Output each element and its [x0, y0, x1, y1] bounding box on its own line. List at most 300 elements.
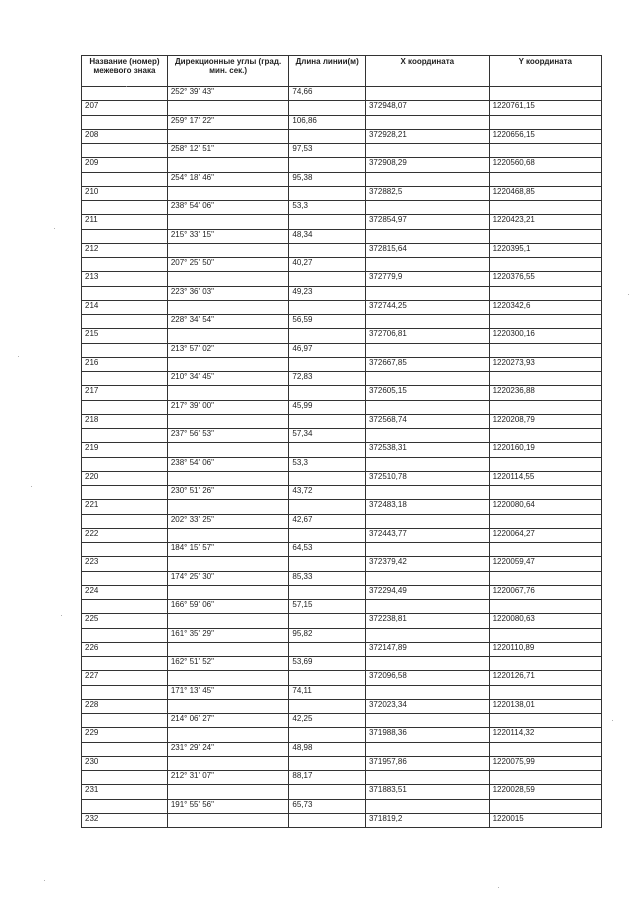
direction-angle-cell: [167, 414, 289, 428]
marker-name-cell: 207: [82, 101, 168, 115]
y-coordinate-cell: 1220080,63: [489, 614, 601, 628]
x-coordinate-cell: 372779,9: [365, 272, 489, 286]
direction-angle-cell: [167, 243, 289, 257]
direction-angle-cell: 212° 31' 07": [167, 771, 289, 785]
x-coordinate-cell: [365, 400, 489, 414]
line-length-cell: [289, 699, 366, 713]
direction-angle-cell: 213° 57' 02": [167, 343, 289, 357]
table-row: [82, 101, 602, 115]
y-coordinate-cell: [489, 771, 601, 785]
line-length-cell: [289, 756, 366, 770]
marker-name-cell: [82, 258, 168, 272]
direction-angle-cell: [167, 614, 289, 628]
y-coordinate-cell: 1220423,21: [489, 215, 601, 229]
marker-name-cell: [82, 343, 168, 357]
table-row: [82, 144, 602, 158]
y-coordinate-cell: [489, 144, 601, 158]
y-coordinate-cell: 1220028,59: [489, 785, 601, 799]
x-coordinate-cell: [365, 457, 489, 471]
x-coordinate-cell: [365, 343, 489, 357]
line-length-cell: 43,72: [289, 486, 366, 500]
line-length-cell: 106,86: [289, 115, 366, 129]
x-coordinate-cell: [365, 115, 489, 129]
y-coordinate-cell: 1220656,15: [489, 129, 601, 143]
y-coordinate-cell: [489, 742, 601, 756]
line-length-cell: 74,11: [289, 685, 366, 699]
scan-speck: [126, 86, 127, 87]
marker-name-cell: [82, 486, 168, 500]
table-row: [82, 714, 602, 728]
y-coordinate-cell: [489, 457, 601, 471]
header-y-coordinate: Y координата: [489, 56, 601, 87]
x-coordinate-cell: [365, 144, 489, 158]
x-coordinate-cell: 371819,2: [365, 813, 489, 827]
marker-name-cell: [82, 229, 168, 243]
marker-name-cell: [82, 799, 168, 813]
scan-speck: [612, 720, 613, 721]
x-coordinate-cell: [365, 429, 489, 443]
table-row: [82, 429, 602, 443]
direction-angle-cell: 238° 54' 06": [167, 201, 289, 215]
y-coordinate-cell: 1220342,6: [489, 300, 601, 314]
y-coordinate-cell: 1220114,32: [489, 728, 601, 742]
line-length-cell: 53,69: [289, 657, 366, 671]
direction-angle-cell: 162° 51' 52": [167, 657, 289, 671]
scan-speck: [18, 356, 19, 357]
marker-name-cell: [82, 657, 168, 671]
scan-speck: [498, 887, 499, 888]
x-coordinate-cell: 372379,42: [365, 557, 489, 571]
x-coordinate-cell: [365, 657, 489, 671]
y-coordinate-cell: 1220376,55: [489, 272, 601, 286]
line-length-cell: [289, 386, 366, 400]
table-row: [82, 372, 602, 386]
direction-angle-cell: [167, 756, 289, 770]
table-row: [82, 728, 602, 742]
line-length-cell: 42,25: [289, 714, 366, 728]
table-row: [82, 528, 602, 542]
direction-angle-cell: [167, 585, 289, 599]
line-length-cell: [289, 471, 366, 485]
x-coordinate-cell: 372538,31: [365, 443, 489, 457]
table-row: [82, 628, 602, 642]
x-coordinate-cell: [365, 799, 489, 813]
table-row: [82, 514, 602, 528]
direction-angle-cell: 210° 34' 45": [167, 372, 289, 386]
x-coordinate-cell: 372908,29: [365, 158, 489, 172]
line-length-cell: 85,33: [289, 571, 366, 585]
marker-name-cell: [82, 742, 168, 756]
line-length-cell: [289, 443, 366, 457]
line-length-cell: [289, 357, 366, 371]
x-coordinate-cell: 372023,34: [365, 699, 489, 713]
line-length-cell: 97,53: [289, 144, 366, 158]
table-row: [82, 685, 602, 699]
direction-angle-cell: 223° 36' 03": [167, 286, 289, 300]
table-row: [82, 557, 602, 571]
line-length-cell: [289, 300, 366, 314]
marker-name-cell: 213: [82, 272, 168, 286]
marker-name-cell: [82, 543, 168, 557]
x-coordinate-cell: 372948,07: [365, 101, 489, 115]
table-row: [82, 172, 602, 186]
line-length-cell: [289, 671, 366, 685]
marker-name-cell: 215: [82, 329, 168, 343]
x-coordinate-cell: 372928,21: [365, 129, 489, 143]
marker-name-cell: 214: [82, 300, 168, 314]
table-row: [82, 400, 602, 414]
y-coordinate-cell: [489, 172, 601, 186]
table-row: [82, 201, 602, 215]
scan-speck: [54, 228, 55, 229]
x-coordinate-cell: [365, 571, 489, 585]
direction-angle-cell: [167, 215, 289, 229]
direction-angle-cell: 259° 17' 22": [167, 115, 289, 129]
y-coordinate-cell: [489, 657, 601, 671]
x-coordinate-cell: 372096,58: [365, 671, 489, 685]
table-row: [82, 229, 602, 243]
line-length-cell: [289, 813, 366, 827]
marker-name-cell: [82, 457, 168, 471]
direction-angle-cell: 254° 18' 46": [167, 172, 289, 186]
table-row: [82, 785, 602, 799]
marker-name-cell: 216: [82, 357, 168, 371]
x-coordinate-cell: [365, 315, 489, 329]
direction-angle-cell: 171° 13' 45": [167, 685, 289, 699]
y-coordinate-cell: [489, 201, 601, 215]
marker-name-cell: 228: [82, 699, 168, 713]
marker-name-cell: [82, 115, 168, 129]
direction-angle-cell: 161° 35' 29": [167, 628, 289, 642]
line-length-cell: 95,38: [289, 172, 366, 186]
direction-angle-cell: [167, 386, 289, 400]
line-length-cell: [289, 642, 366, 656]
table-row: [82, 329, 602, 343]
x-coordinate-cell: [365, 514, 489, 528]
y-coordinate-cell: 1220075,99: [489, 756, 601, 770]
line-length-cell: [289, 614, 366, 628]
line-length-cell: 64,53: [289, 543, 366, 557]
line-length-cell: [289, 585, 366, 599]
direction-angle-cell: [167, 671, 289, 685]
header-direction-angles: Дирекционные углы (град. мин. сек.): [167, 56, 289, 87]
x-coordinate-cell: [365, 201, 489, 215]
table-row: [82, 600, 602, 614]
x-coordinate-cell: 372706,81: [365, 329, 489, 343]
x-coordinate-cell: 372238,81: [365, 614, 489, 628]
x-coordinate-cell: 371957,86: [365, 756, 489, 770]
direction-angle-cell: [167, 186, 289, 200]
line-length-cell: [289, 101, 366, 115]
direction-angle-cell: [167, 557, 289, 571]
x-coordinate-cell: 372815,64: [365, 243, 489, 257]
direction-angle-cell: [167, 642, 289, 656]
marker-name-cell: 229: [82, 728, 168, 742]
table-row: [82, 742, 602, 756]
direction-angle-cell: [167, 329, 289, 343]
marker-name-cell: 224: [82, 585, 168, 599]
y-coordinate-cell: [489, 315, 601, 329]
line-length-cell: [289, 557, 366, 571]
direction-angle-cell: [167, 357, 289, 371]
direction-angle-cell: 258° 12' 51": [167, 144, 289, 158]
line-length-cell: [289, 500, 366, 514]
line-length-cell: 56,59: [289, 315, 366, 329]
scan-speck: [628, 294, 629, 295]
direction-angle-cell: [167, 528, 289, 542]
direction-angle-cell: [167, 300, 289, 314]
marker-name-cell: [82, 315, 168, 329]
line-length-cell: 40,27: [289, 258, 366, 272]
x-coordinate-cell: [365, 286, 489, 300]
table-row: [82, 258, 602, 272]
line-length-cell: 42,67: [289, 514, 366, 528]
x-coordinate-cell: 372744,25: [365, 300, 489, 314]
line-length-cell: [289, 329, 366, 343]
x-coordinate-cell: [365, 742, 489, 756]
marker-name-cell: 226: [82, 642, 168, 656]
direction-angle-cell: 215° 33' 15": [167, 229, 289, 243]
y-coordinate-cell: 1220273,93: [489, 357, 601, 371]
line-length-cell: [289, 272, 366, 286]
marker-name-cell: [82, 172, 168, 186]
line-length-cell: 46,97: [289, 343, 366, 357]
table-row: [82, 272, 602, 286]
marker-name-cell: 217: [82, 386, 168, 400]
table-row: [82, 486, 602, 500]
marker-name-cell: 227: [82, 671, 168, 685]
line-length-cell: 65,73: [289, 799, 366, 813]
table-row: [82, 813, 602, 827]
x-coordinate-cell: [365, 258, 489, 272]
line-length-cell: 49,23: [289, 286, 366, 300]
table-row: [82, 471, 602, 485]
line-length-cell: 95,82: [289, 628, 366, 642]
table-row: [82, 799, 602, 813]
table-row: [82, 443, 602, 457]
marker-name-cell: 209: [82, 158, 168, 172]
marker-name-cell: [82, 714, 168, 728]
y-coordinate-cell: 1220208,79: [489, 414, 601, 428]
direction-angle-cell: [167, 500, 289, 514]
x-coordinate-cell: 371883,51: [365, 785, 489, 799]
y-coordinate-cell: [489, 543, 601, 557]
line-length-cell: 57,34: [289, 429, 366, 443]
table-row: [82, 543, 602, 557]
y-coordinate-cell: 1220067,76: [489, 585, 601, 599]
marker-name-cell: 211: [82, 215, 168, 229]
y-coordinate-cell: [489, 514, 601, 528]
x-coordinate-cell: [365, 685, 489, 699]
line-length-cell: [289, 243, 366, 257]
marker-name-cell: 223: [82, 557, 168, 571]
y-coordinate-cell: [489, 685, 601, 699]
direction-angle-cell: 231° 29' 24": [167, 742, 289, 756]
direction-angle-cell: 238° 54' 06": [167, 457, 289, 471]
marker-name-cell: [82, 400, 168, 414]
direction-angle-cell: [167, 443, 289, 457]
table-row: [82, 243, 602, 257]
marker-name-cell: 218: [82, 414, 168, 428]
x-coordinate-cell: 372147,89: [365, 642, 489, 656]
table-row: [82, 642, 602, 656]
marker-name-cell: 231: [82, 785, 168, 799]
header-line-length: Длина линии(м): [289, 56, 366, 87]
header-marker-name: Название (номер) межевого знака: [82, 56, 168, 87]
line-length-cell: [289, 414, 366, 428]
direction-angle-cell: 202° 33' 25": [167, 514, 289, 528]
table-row: [82, 699, 602, 713]
line-length-cell: 57,15: [289, 600, 366, 614]
direction-angle-cell: [167, 101, 289, 115]
x-coordinate-cell: 372854,97: [365, 215, 489, 229]
table-row: [82, 343, 602, 357]
scan-speck: [31, 486, 32, 487]
y-coordinate-cell: 1220064,27: [489, 528, 601, 542]
x-coordinate-cell: [365, 600, 489, 614]
direction-angle-cell: [167, 129, 289, 143]
marker-name-cell: [82, 628, 168, 642]
y-coordinate-cell: 1220015: [489, 813, 601, 827]
x-coordinate-cell: 372294,49: [365, 585, 489, 599]
table-row: [82, 186, 602, 200]
marker-name-cell: [82, 600, 168, 614]
table-row: [82, 414, 602, 428]
direction-angle-cell: [167, 785, 289, 799]
marker-name-cell: [82, 201, 168, 215]
table-row: [82, 357, 602, 371]
direction-angle-cell: 252° 39' 43": [167, 87, 289, 101]
direction-angle-cell: 191° 55' 56": [167, 799, 289, 813]
marker-name-cell: [82, 286, 168, 300]
marker-name-cell: [82, 514, 168, 528]
scan-speck: [44, 880, 45, 881]
marker-name-cell: [82, 144, 168, 158]
x-coordinate-cell: 372882,5: [365, 186, 489, 200]
y-coordinate-cell: [489, 343, 601, 357]
y-coordinate-cell: 1220236,88: [489, 386, 601, 400]
marker-name-cell: 225: [82, 614, 168, 628]
x-coordinate-cell: [365, 172, 489, 186]
direction-angle-cell: [167, 699, 289, 713]
y-coordinate-cell: 1220160,19: [489, 443, 601, 457]
marker-name-cell: 232: [82, 813, 168, 827]
marker-name-cell: 219: [82, 443, 168, 457]
direction-angle-cell: 217° 39' 00": [167, 400, 289, 414]
direction-angle-cell: 207° 25' 50": [167, 258, 289, 272]
table-row: [82, 315, 602, 329]
x-coordinate-cell: [365, 771, 489, 785]
y-coordinate-cell: 1220395,1: [489, 243, 601, 257]
x-coordinate-cell: 372510,78: [365, 471, 489, 485]
y-coordinate-cell: 1220114,55: [489, 471, 601, 485]
marker-name-cell: [82, 429, 168, 443]
x-coordinate-cell: [365, 229, 489, 243]
table-row: [82, 158, 602, 172]
table-row: [82, 657, 602, 671]
direction-angle-cell: 230° 51' 26": [167, 486, 289, 500]
x-coordinate-cell: 372568,74: [365, 414, 489, 428]
table-body: [82, 87, 602, 828]
table-row: [82, 215, 602, 229]
marker-name-cell: [82, 685, 168, 699]
header-x-coordinate: X координата: [365, 56, 489, 87]
marker-name-cell: 221: [82, 500, 168, 514]
y-coordinate-cell: [489, 799, 601, 813]
x-coordinate-cell: [365, 372, 489, 386]
line-length-cell: [289, 186, 366, 200]
boundary-coordinates-table: [81, 55, 602, 828]
y-coordinate-cell: [489, 258, 601, 272]
x-coordinate-cell: [365, 543, 489, 557]
table-row: [82, 756, 602, 770]
y-coordinate-cell: 1220560,68: [489, 158, 601, 172]
x-coordinate-cell: [365, 628, 489, 642]
marker-name-cell: 210: [82, 186, 168, 200]
y-coordinate-cell: [489, 87, 601, 101]
y-coordinate-cell: [489, 571, 601, 585]
x-coordinate-cell: [365, 714, 489, 728]
direction-angle-cell: [167, 471, 289, 485]
line-length-cell: 53,3: [289, 201, 366, 215]
direction-angle-cell: 174° 25' 30": [167, 571, 289, 585]
marker-name-cell: [82, 571, 168, 585]
x-coordinate-cell: 371988,36: [365, 728, 489, 742]
direction-angle-cell: [167, 813, 289, 827]
table-row: [82, 457, 602, 471]
table-row: [82, 286, 602, 300]
y-coordinate-cell: [489, 400, 601, 414]
direction-angle-cell: 237° 56' 53": [167, 429, 289, 443]
line-length-cell: 48,98: [289, 742, 366, 756]
y-coordinate-cell: 1220059,47: [489, 557, 601, 571]
header-row: [82, 56, 602, 87]
y-coordinate-cell: [489, 486, 601, 500]
direction-angle-cell: 228° 34' 54": [167, 315, 289, 329]
y-coordinate-cell: [489, 229, 601, 243]
y-coordinate-cell: [489, 600, 601, 614]
table-row: [82, 87, 602, 101]
marker-name-cell: 222: [82, 528, 168, 542]
direction-angle-cell: 166° 59' 06": [167, 600, 289, 614]
line-length-cell: [289, 215, 366, 229]
y-coordinate-cell: [489, 628, 601, 642]
marker-name-cell: [82, 771, 168, 785]
line-length-cell: 53,3: [289, 457, 366, 471]
line-length-cell: 74,66: [289, 87, 366, 101]
table-row: [82, 386, 602, 400]
y-coordinate-cell: 1220468,85: [489, 186, 601, 200]
line-length-cell: [289, 528, 366, 542]
table-row: [82, 500, 602, 514]
line-length-cell: [289, 728, 366, 742]
y-coordinate-cell: 1220126,71: [489, 671, 601, 685]
line-length-cell: [289, 158, 366, 172]
scan-speck: [61, 615, 62, 616]
table-row: [82, 585, 602, 599]
marker-name-cell: 208: [82, 129, 168, 143]
line-length-cell: [289, 785, 366, 799]
x-coordinate-cell: [365, 486, 489, 500]
line-length-cell: 45,99: [289, 400, 366, 414]
y-coordinate-cell: [489, 372, 601, 386]
table-row: [82, 771, 602, 785]
y-coordinate-cell: 1220110,89: [489, 642, 601, 656]
x-coordinate-cell: [365, 87, 489, 101]
x-coordinate-cell: 372667,85: [365, 357, 489, 371]
direction-angle-cell: 184° 15' 57": [167, 543, 289, 557]
marker-name-cell: 230: [82, 756, 168, 770]
